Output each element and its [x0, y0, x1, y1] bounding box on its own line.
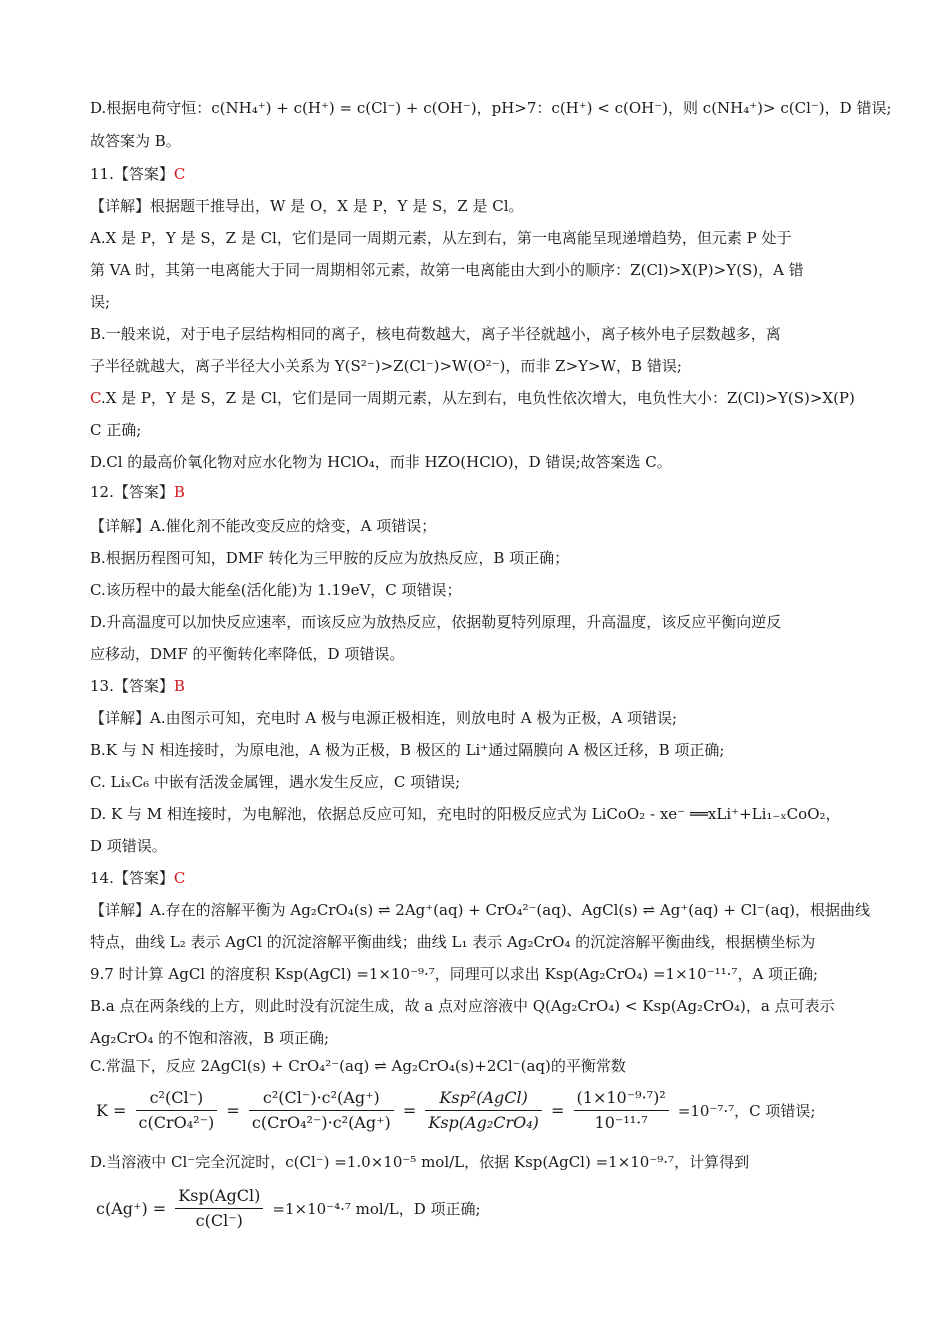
denominator: c(CrO₄²⁻)·c²(Ag⁺) — [251, 1113, 391, 1132]
fraction — [136, 1088, 218, 1133]
text-line: D.当溶液中 Cl⁻完全沉淀时，c(Cl⁻) =1.0×10⁻⁵ mol/L，依据 Ksp(AgCl) =1×10⁻⁹·⁷，计算得到 — [90, 1153, 750, 1171]
text-line: B.K 与 N 相连接时，为原电池，A 极为正极，B 极区的 Li⁺通过隔膜向 A 极区迁移，B 项正确; — [90, 741, 725, 759]
answer-value: C — [173, 869, 186, 887]
denominator: c(CrO₄²⁻) — [138, 1113, 215, 1132]
text-line: 应移动，DMF 的平衡转化率降低，D 项错误。 — [90, 645, 405, 663]
denominator: 10⁻¹¹·⁷ — [594, 1113, 648, 1132]
text-line: B.一般来说，对于电子层结构相同的离子，核电荷数越大，离子半径就越小，离子核外电子层数越多，离 — [90, 325, 781, 343]
text-line: B.根据历程图可知，DMF 转化为三甲胺的反应为放热反应，B 项正确； — [90, 549, 570, 567]
fraction — [574, 1088, 669, 1133]
formula-lhs: c(Ag⁺) = — [96, 1199, 167, 1218]
text-line: 误; — [90, 293, 111, 311]
numerator: c²(Cl⁻)·c²(Ag⁺) — [249, 1088, 394, 1111]
text-line: D. K 与 M 相连接时，为电解池，依据总反应可知，充电时的阳极反应式为 LiCoO₂ - xe⁻ ══xLi⁺+Li₁₋ₓCoO₂， — [90, 805, 841, 823]
answer-value: B — [173, 677, 185, 695]
numerator: c²(Cl⁻) — [136, 1088, 218, 1111]
text-line: 第 VA 时，其第一电离能大于同一周期相邻元素，故第一电离能由大到小的顺序：Z(Cl)>X(P)>Y(S)，A 错 — [90, 261, 804, 279]
text-line: C 正确; — [90, 421, 142, 439]
answer-heading-11 — [90, 164, 865, 184]
answer-label: 11.【答案】 — [90, 165, 174, 183]
text-line: D 项错误。 — [90, 837, 167, 855]
answer-heading-12 — [90, 482, 865, 502]
text-line: Ag₂CrO₄ 的不饱和溶液，B 项正确; — [90, 1029, 330, 1047]
answer-label: 12.【答案】 — [90, 483, 174, 501]
text-line: 特点，曲线 L₂ 表示 AgCl 的沉淀溶解平衡曲线；曲线 L₁ 表示 Ag₂CrO₄ 的沉淀溶解平衡曲线，根据横坐标为 — [90, 933, 816, 951]
text-line: 故答案为 B。 — [90, 132, 181, 150]
denominator: Ksp(Ag₂CrO₄) — [428, 1113, 539, 1132]
answer-value: C — [173, 165, 186, 183]
text-line: B.a 点在两条线的上方，则此时没有沉淀生成，故 a 点对应溶液中 Q(Ag₂CrO₄) < Ksp(Ag₂CrO₄)，a 点可表示 — [90, 997, 835, 1015]
text-line: D.升高温度可以加快反应速率，而该反应为放热反应，依据勒夏特列原理，升高温度，该反应平衡向逆反 — [90, 613, 782, 631]
answer-label: 14.【答案】 — [90, 869, 174, 887]
equals-sign: = — [551, 1101, 565, 1120]
text-line: D.根据电荷守恒：c(NH₄⁺) + c(H⁺) = c(Cl⁻) + c(OH⁻)，pH>7：c(H⁺) < c(OH⁻)，则 c(NH₄⁺)> c(Cl⁻)，D 错误; — [90, 99, 892, 117]
option-text: .X 是 P，Y 是 S，Z 是 Cl，它们是同一周期元素，从左到右，电负性依次增大，电负性大小：Z(Cl)>Y(S)>X(P) — [100, 389, 855, 407]
text-line: C.该历程中的最大能垒(活化能)为 1.19eV，C 项错误； — [90, 581, 462, 599]
text-line — [90, 388, 865, 408]
answer-value: B — [173, 483, 185, 501]
answer-heading-14 — [90, 868, 865, 888]
fraction — [175, 1186, 263, 1231]
text-line: C. LiₓC₆ 中嵌有活泼金属锂，遇水发生反应，C 项错误; — [90, 773, 461, 791]
text-line: A.X 是 P，Y 是 S，Z 是 Cl，它们是同一周期元素，从左到右，第一电离能呈现递增趋势，但元素 P 处于 — [90, 229, 792, 247]
formula-tail: =10⁻⁷·⁷，C 项错误; — [677, 1102, 816, 1120]
text-line: 【详解】A.催化剂不能改变反应的焓变，A 项错误； — [90, 517, 437, 535]
text-line: 9.7 时计算 AgCl 的溶度积 Ksp(AgCl) =1×10⁻⁹·⁷，同理可以求出 Ksp(Ag₂CrO₄) =1×10⁻¹¹·⁷，A 项正确; — [90, 965, 819, 983]
numerator: Ksp²(AgCl) — [425, 1088, 542, 1111]
text-line: 子半径就越大，离子半径大小关系为 Y(S²⁻)>Z(Cl⁻)>W(O²⁻)，而非 Z>Y>W，B 错误; — [90, 357, 682, 375]
numerator: Ksp(AgCl) — [175, 1186, 263, 1209]
numerator: (1×10⁻⁹·⁷)² — [574, 1088, 669, 1111]
equals-sign: = — [226, 1101, 240, 1120]
silver-concentration-formula — [92, 1186, 485, 1231]
text-line: 【详解】根据题干推导出，W 是 O，X 是 P，Y 是 S，Z 是 Cl。 — [90, 197, 524, 215]
equilibrium-constant-formula — [92, 1088, 819, 1133]
option-letter: C — [90, 389, 101, 407]
answer-label: 13.【答案】 — [90, 677, 174, 695]
text-line: C.常温下，反应 2AgCl(s) + CrO₄²⁻(aq) ⇌ Ag₂CrO₄(s)+2Cl⁻(aq)的平衡常数 — [90, 1057, 626, 1075]
fraction — [249, 1088, 394, 1133]
equals-sign: = — [402, 1101, 417, 1120]
denominator: c(Cl⁻) — [195, 1211, 243, 1230]
formula-lhs: K = — [96, 1101, 127, 1120]
text-line: D.Cl 的最高价氧化物对应水化物为 HClO₄，而非 HZO(HClO)，D 错误;故答案选 C。 — [90, 453, 672, 471]
answer-heading-13 — [90, 676, 865, 696]
text-line: 【详解】A.由图示可知，充电时 A 极与电源正极相连，则放电时 A 极为正极，A 项错误; — [90, 709, 677, 727]
fraction — [425, 1088, 542, 1133]
text-line: 【详解】A.存在的溶解平衡为 Ag₂CrO₄(s) ⇌ 2Ag⁺(aq) + CrO₄²⁻(aq)、AgCl(s) ⇌ Ag⁺(aq) + Cl⁻(aq)，根据曲线 — [90, 901, 871, 919]
formula-tail: =1×10⁻⁴·⁷ mol/L，D 项正确; — [272, 1200, 481, 1218]
